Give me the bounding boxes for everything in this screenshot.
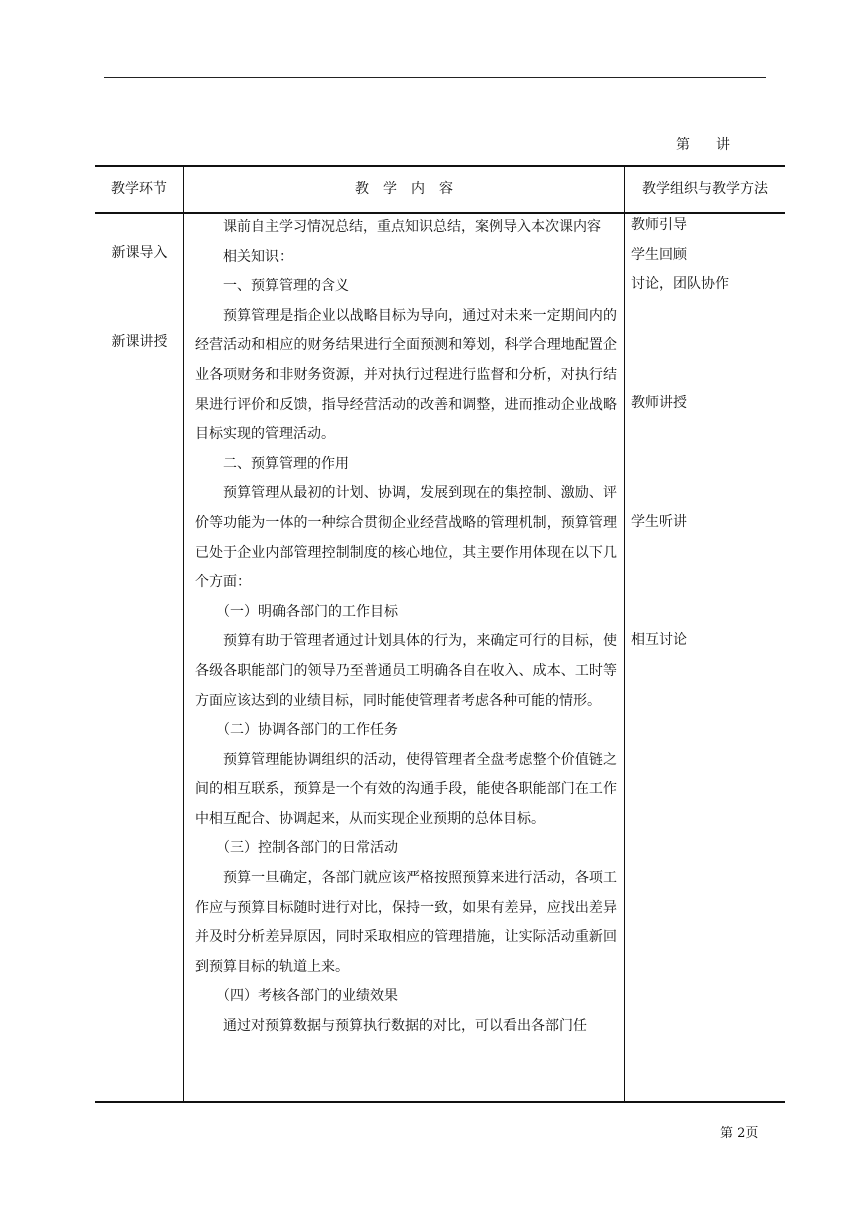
section-heading: 二、预算管理的作用: [223, 455, 349, 472]
table-divider-right: [624, 165, 625, 1103]
header-rule: [104, 77, 766, 78]
method-note: 教师引导: [631, 217, 687, 233]
col-header-stage: 教学环节: [111, 181, 167, 197]
table-bottom-border: [95, 1101, 785, 1103]
lecture-label: [676, 134, 730, 154]
subsection-heading: （二）协调各部门的工作任务: [216, 722, 398, 739]
method-note: 学生听讲: [631, 514, 687, 530]
method-note: 相互讨论: [631, 632, 687, 648]
page-number: 第 2页: [720, 1126, 759, 1141]
table-divider-left: [183, 165, 184, 1103]
content-paragraph: 通过对预算数据与预算执行数据的对比，可以看出各部门任: [223, 1018, 587, 1035]
content-paragraph: 预算管理是指企业以战略目标为导向，通过对未来一定期间内的经营活动和相应的财务结果进行全面预测和筹划，科学合理地配置企业各项财务和非财务资源，并对执行过程进行监督和分析，对执行结果进行评价和反馈，指导经营活动的改善和调整，进而推动企业战略目标实现的管理活动。: [195, 307, 617, 443]
lesson-table: [95, 165, 785, 1103]
content-paragraph: 课前自主学习情况总结，重点知识总结，案例导入本次课内容: [223, 219, 601, 235]
method-note: 教师讲授: [631, 395, 687, 411]
stage-label-teaching: 新课讲授: [111, 334, 168, 350]
content-paragraph: 相关知识：: [223, 248, 293, 265]
col-header-method: 教学组织与教学方法: [642, 181, 768, 197]
section-heading: 一、预算管理的含义: [223, 278, 349, 295]
lesson-content: [195, 213, 617, 1042]
lecture-label-prefix: 第: [676, 137, 690, 153]
content-paragraph: 预算管理能协调组织的活动，使得管理者全盘考虑整个价值链之间的相互联系，预算是一个有效的沟通手段，能使各职能部门在工作中相互配合、协调起来，从而实现企业预期的总体目标。: [195, 751, 617, 827]
method-note: 学生回顾: [631, 247, 687, 263]
stage-label-intro: 新课导入: [111, 245, 168, 261]
subsection-heading: （一）明确各部门的工作目标: [216, 603, 398, 620]
subsection-heading: （四）考核各部门的业绩效果: [216, 988, 398, 1005]
method-note: 讨论，团队协作: [631, 276, 729, 292]
col-header-content: 教 学 内 容: [355, 181, 453, 197]
lecture-label-suffix: 讲: [716, 137, 730, 153]
content-paragraph: 预算有助于管理者通过计划具体的行为，来确定可行的目标，使各级各职能部门的领导乃至普通员工明确各自在收入、成本、工时等方面应该达到的业绩目标，同时能使管理者考虑各种可能的情形。: [195, 633, 617, 709]
content-paragraph: 预算管理从最初的计划、协调，发展到现在的集控制、激励、评价等功能为一体的一种综合贯彻企业经营战略的管理机制，预算管理已处于企业内部管理控制制度的核心地位，其主要作用体现在以下几个方面：: [195, 485, 617, 591]
subsection-heading: （三）控制各部门的日常活动: [216, 840, 398, 857]
content-paragraph: 预算一旦确定，各部门就应该严格按照预算来进行活动，各项工作应与预算目标随时进行对比，保持一致，如果有差异，应找出差异并及时分析差异原因，同时采取相应的管理措施，让实际活动重新回到预算目标的轨道上来。: [195, 870, 617, 975]
